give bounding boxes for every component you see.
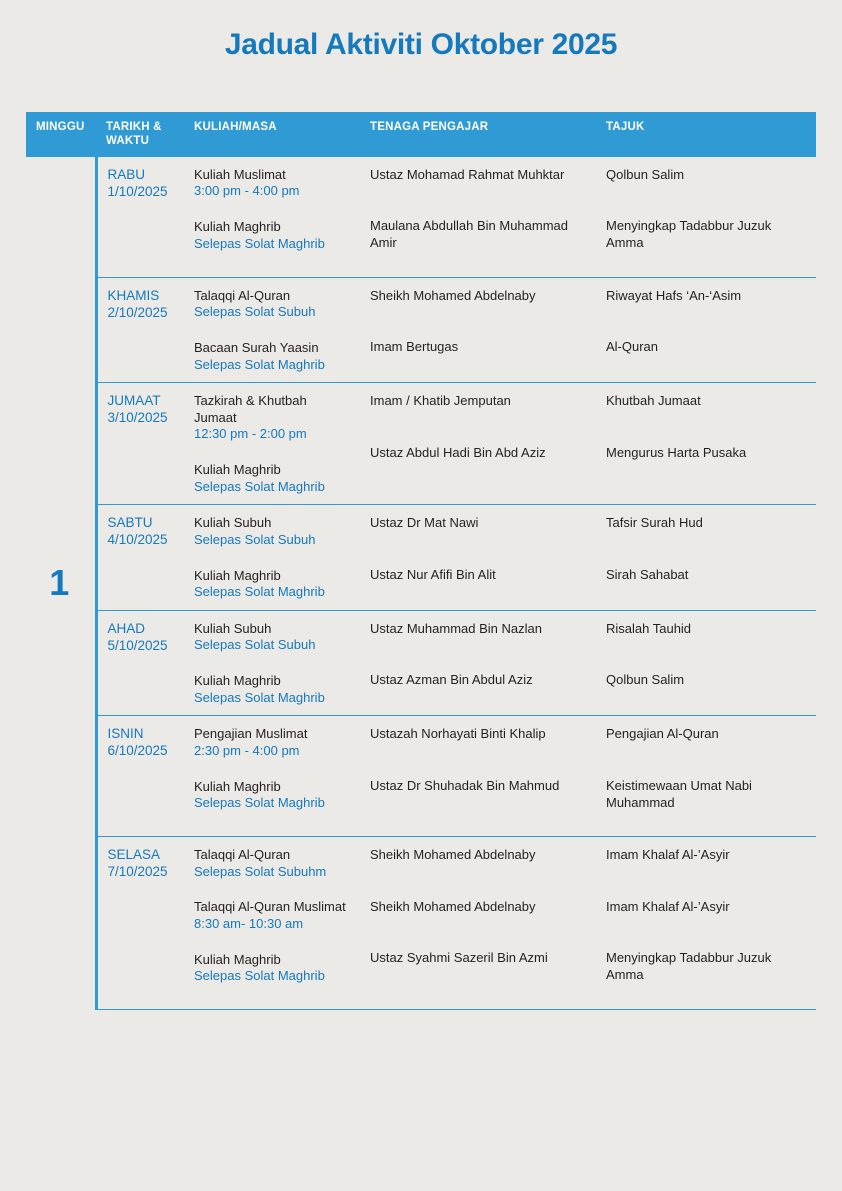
table-body bbox=[26, 157, 816, 1009]
day-name: KHAMIS bbox=[107, 287, 160, 303]
spacer bbox=[370, 304, 588, 320]
column-header-tenaga-pengajar: TENAGA PENGAJAR bbox=[360, 112, 596, 157]
tajuk-cell bbox=[596, 837, 816, 1010]
spacer bbox=[606, 811, 808, 827]
day-name: RABU bbox=[107, 166, 146, 182]
session-entry bbox=[360, 611, 596, 663]
kuliah-cell bbox=[184, 157, 360, 277]
session-entry bbox=[184, 611, 360, 663]
session-entry bbox=[596, 557, 816, 609]
session-pengajar: Imam / Khatib Jemputan bbox=[370, 393, 511, 409]
spacer bbox=[606, 304, 808, 320]
session-entry bbox=[596, 889, 816, 941]
session-pengajar: Ustaz Dr Shuhadak Bin Mahmud bbox=[370, 777, 560, 793]
session-entry bbox=[596, 505, 816, 557]
session-pengajar: Ustaz Nur Afifi Bin Alit bbox=[370, 566, 496, 582]
session-entry bbox=[184, 330, 360, 382]
schedule-table bbox=[26, 112, 816, 1010]
session-entry bbox=[360, 837, 596, 889]
session-entry bbox=[184, 716, 360, 768]
session-entry bbox=[596, 157, 816, 209]
kuliah-cell bbox=[184, 505, 360, 611]
spacer bbox=[606, 410, 808, 426]
spacer bbox=[370, 461, 588, 477]
kuliah-cell bbox=[184, 610, 360, 716]
session-masa: Selepas Solat Subuh bbox=[194, 531, 316, 547]
session-masa: Selepas Solat Maghrib bbox=[194, 689, 325, 705]
spacer bbox=[370, 532, 588, 548]
spacer bbox=[606, 532, 808, 548]
spacer bbox=[606, 984, 808, 1000]
spacer bbox=[370, 584, 588, 600]
day-date: 5/10/2025 bbox=[107, 637, 168, 653]
session-pengajar: Ustaz Syahmi Sazeril Bin Azmi bbox=[370, 950, 548, 966]
session-entry bbox=[596, 435, 816, 487]
spacer bbox=[370, 410, 588, 426]
page-title: Jadual Aktiviti Oktober 2025 bbox=[224, 28, 618, 61]
kuliah-cell bbox=[184, 383, 360, 505]
date-cell bbox=[96, 716, 184, 837]
pengajar-cell bbox=[360, 610, 596, 716]
pengajar-cell bbox=[360, 505, 596, 611]
session-kuliah: Kuliah Subuh bbox=[194, 620, 272, 636]
table-row bbox=[26, 277, 816, 383]
day-date: 4/10/2025 bbox=[107, 532, 168, 548]
table-row bbox=[26, 505, 816, 611]
session-kuliah: Kuliah Maghrib bbox=[194, 462, 281, 477]
column-header-tajuk: TAJUK bbox=[596, 112, 816, 157]
session-entry bbox=[360, 208, 596, 276]
spacer bbox=[606, 864, 808, 880]
tajuk-cell bbox=[596, 157, 816, 277]
session-entry bbox=[184, 452, 360, 504]
session-pengajar: Ustaz Muhammad Bin Nazlan bbox=[370, 620, 542, 636]
day-date: 3/10/2025 bbox=[107, 410, 168, 425]
session-tajuk: Mengurus Harta Pusaka bbox=[606, 444, 747, 460]
session-kuliah: Talaqqi Al-Quran bbox=[194, 287, 291, 303]
date-cell bbox=[96, 610, 184, 716]
session-pengajar: Sheikh Mohamed Abdelnaby bbox=[370, 898, 536, 914]
session-tajuk: Keistimewaan Umat Nabi Muhammad bbox=[606, 777, 752, 810]
date-cell bbox=[96, 383, 184, 505]
session-tajuk: Sirah Sahabat bbox=[606, 566, 689, 582]
session-pengajar: Ustaz Dr Mat Nawi bbox=[370, 515, 479, 531]
pengajar-cell bbox=[360, 383, 596, 505]
spacer bbox=[606, 461, 808, 477]
session-entry bbox=[360, 435, 596, 487]
day-date: 6/10/2025 bbox=[107, 743, 168, 759]
spacer bbox=[606, 356, 808, 372]
spacer bbox=[606, 689, 808, 705]
session-tajuk: Tafsir Surah Hud bbox=[606, 515, 703, 531]
date-cell bbox=[96, 157, 184, 277]
tajuk-cell bbox=[596, 505, 816, 611]
session-kuliah: Tazkirah & Khutbah Jumaat bbox=[194, 393, 307, 425]
session-entry bbox=[184, 663, 360, 715]
session-entry bbox=[360, 662, 596, 714]
day-name: ISNIN bbox=[107, 726, 144, 742]
session-masa: Selepas Solat Maghrib bbox=[194, 968, 325, 984]
spacer bbox=[370, 183, 588, 199]
schedule-table-container bbox=[26, 112, 816, 1010]
session-kuliah: Kuliah Maghrib bbox=[194, 951, 281, 967]
pengajar-cell bbox=[360, 157, 596, 277]
session-entry bbox=[360, 940, 596, 992]
session-masa: Selepas Solat Maghrib bbox=[194, 235, 325, 251]
session-entry bbox=[360, 278, 596, 330]
column-header-kuliah-masa: KULIAH/MASA bbox=[184, 112, 360, 157]
spacer bbox=[606, 183, 808, 199]
session-kuliah: Talaqqi Al-Quran Muslimat bbox=[194, 899, 346, 915]
day-name: SELASA bbox=[107, 847, 161, 863]
spacer bbox=[606, 637, 808, 653]
session-entry bbox=[184, 209, 360, 261]
session-entry bbox=[360, 768, 596, 820]
session-kuliah: Kuliah Maghrib bbox=[194, 778, 281, 794]
spacer bbox=[606, 915, 808, 931]
session-entry bbox=[184, 769, 360, 821]
tajuk-cell bbox=[596, 610, 816, 716]
table-row bbox=[26, 610, 816, 716]
session-masa: 12:30 pm - 2:00 pm bbox=[194, 426, 307, 442]
session-entry bbox=[184, 889, 360, 941]
session-entry bbox=[596, 768, 816, 836]
session-entry bbox=[596, 208, 816, 276]
spacer bbox=[606, 743, 808, 759]
session-masa: Selepas Solat Maghrib bbox=[194, 478, 325, 494]
pengajar-cell bbox=[360, 716, 596, 837]
session-masa: Selepas Solat Maghrib bbox=[194, 795, 325, 811]
session-entry bbox=[184, 505, 360, 557]
table-row bbox=[26, 837, 816, 1010]
session-entry bbox=[184, 837, 360, 889]
session-kuliah: Kuliah Maghrib bbox=[194, 567, 281, 583]
session-tajuk: Menyingkap Tadabbur Juzuk Amma bbox=[606, 218, 772, 250]
day-date: 2/10/2025 bbox=[107, 304, 168, 320]
session-entry bbox=[360, 329, 596, 381]
date-cell bbox=[96, 505, 184, 611]
session-entry bbox=[596, 383, 816, 435]
session-masa: Selepas Solat Subuh bbox=[194, 637, 316, 653]
day-name: JUMAAT bbox=[107, 393, 161, 409]
spacer bbox=[370, 689, 588, 705]
spacer bbox=[606, 584, 808, 600]
tajuk-cell bbox=[596, 716, 816, 837]
spacer bbox=[370, 252, 588, 268]
session-entry bbox=[596, 278, 816, 330]
session-kuliah: Bacaan Surah Yaasin bbox=[194, 339, 319, 355]
session-entry bbox=[360, 157, 596, 209]
session-kuliah: Kuliah Maghrib bbox=[194, 219, 281, 234]
spacer bbox=[370, 915, 588, 931]
session-pengajar: Ustaz Abdul Hadi Bin Abd Aziz bbox=[370, 444, 546, 460]
pengajar-cell bbox=[360, 277, 596, 383]
table-row bbox=[26, 157, 816, 277]
session-pengajar: Imam Bertugas bbox=[370, 339, 459, 355]
session-tajuk: Imam Khalaf Al-’Asyir bbox=[606, 847, 730, 863]
column-header-tarikh-waktu: TARIKH & WAKTU bbox=[96, 112, 184, 157]
session-entry bbox=[596, 329, 816, 381]
session-pengajar: Sheikh Mohamed Abdelnaby bbox=[370, 287, 536, 303]
session-entry bbox=[184, 558, 360, 610]
kuliah-cell bbox=[184, 716, 360, 837]
session-masa: 8:30 am- 10:30 am bbox=[194, 916, 304, 931]
session-entry bbox=[360, 383, 596, 435]
session-pengajar: Ustaz Mohamad Rahmat Muhktar bbox=[370, 166, 565, 182]
session-tajuk: Pengajian Al-Quran bbox=[606, 726, 719, 742]
session-entry bbox=[360, 557, 596, 609]
session-tajuk: Qolbun Salim bbox=[606, 166, 685, 182]
session-entry bbox=[184, 157, 360, 209]
table-row bbox=[26, 383, 816, 505]
date-cell bbox=[96, 837, 184, 1010]
spacer bbox=[606, 252, 808, 268]
kuliah-cell bbox=[184, 837, 360, 1010]
kuliah-cell bbox=[184, 277, 360, 383]
column-header-minggu: MINGGU bbox=[26, 112, 96, 157]
tajuk-cell bbox=[596, 383, 816, 505]
spacer bbox=[370, 743, 588, 759]
session-kuliah: Talaqqi Al-Quran bbox=[194, 847, 291, 863]
session-pengajar: Sheikh Mohamed Abdelnaby bbox=[370, 847, 536, 863]
table-header-row bbox=[26, 112, 816, 157]
week-number-cell: 1 bbox=[26, 157, 96, 1009]
session-entry bbox=[360, 716, 596, 768]
session-masa: 3:00 pm - 4:00 pm bbox=[194, 183, 300, 199]
spacer bbox=[370, 967, 588, 983]
session-tajuk: Riwayat Hafs ‘An-‘Asim bbox=[606, 287, 742, 303]
table-header bbox=[26, 112, 816, 157]
day-date: 1/10/2025 bbox=[107, 183, 168, 199]
session-tajuk: Imam Khalaf Al-’Asyir bbox=[606, 898, 730, 914]
session-masa: 2:30 pm - 4:00 pm bbox=[194, 742, 300, 758]
session-tajuk: Khutbah Jumaat bbox=[606, 393, 701, 409]
tajuk-cell bbox=[596, 277, 816, 383]
session-masa: Selepas Solat Maghrib bbox=[194, 356, 325, 372]
session-entry bbox=[184, 278, 360, 330]
session-pengajar: Maulana Abdullah Bin Muhammad Amir bbox=[370, 218, 569, 250]
session-entry bbox=[184, 383, 360, 452]
session-entry bbox=[596, 837, 816, 889]
session-tajuk: Menyingkap Tadabbur Juzuk Amma bbox=[606, 950, 772, 982]
session-entry bbox=[596, 662, 816, 714]
day-name: AHAD bbox=[107, 620, 146, 636]
session-entry bbox=[596, 611, 816, 663]
spacer bbox=[370, 795, 588, 811]
session-kuliah: Kuliah Muslimat bbox=[194, 166, 286, 182]
session-kuliah: Pengajian Muslimat bbox=[194, 726, 308, 742]
session-masa: Selepas Solat Maghrib bbox=[194, 584, 325, 600]
day-name: SABTU bbox=[107, 515, 153, 531]
table-row bbox=[26, 716, 816, 837]
spacer bbox=[370, 356, 588, 372]
session-masa: Selepas Solat Subuhm bbox=[194, 863, 327, 879]
session-kuliah: Kuliah Maghrib bbox=[194, 673, 281, 688]
session-entry bbox=[596, 940, 816, 1008]
session-entry bbox=[360, 505, 596, 557]
session-entry bbox=[596, 716, 816, 768]
session-masa: Selepas Solat Subuh bbox=[194, 304, 316, 320]
session-pengajar: Ustaz Azman Bin Abdul Aziz bbox=[370, 672, 533, 688]
session-pengajar: Ustazah Norhayati Binti Khalip bbox=[370, 726, 546, 742]
pengajar-cell bbox=[360, 837, 596, 1010]
spacer bbox=[370, 864, 588, 880]
spacer bbox=[370, 637, 588, 653]
session-entry bbox=[360, 889, 596, 941]
session-tajuk: Al-Quran bbox=[606, 339, 659, 355]
session-tajuk: Risalah Tauhid bbox=[606, 620, 692, 636]
date-cell bbox=[96, 277, 184, 383]
session-tajuk: Qolbun Salim bbox=[606, 672, 685, 688]
day-date: 7/10/2025 bbox=[107, 864, 168, 879]
session-entry bbox=[184, 942, 360, 994]
session-kuliah: Kuliah Subuh bbox=[194, 515, 272, 531]
